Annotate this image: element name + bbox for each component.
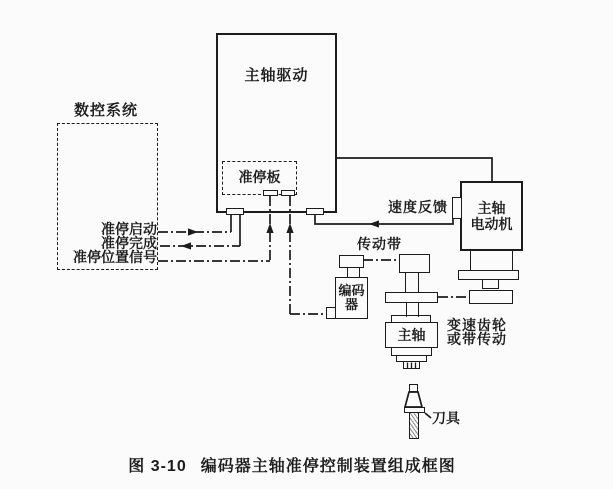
tool-label: 刀具 xyxy=(432,410,460,426)
figure-caption-number: 图 3-10 xyxy=(128,458,187,475)
figure-caption xyxy=(0,459,584,475)
encoder-left-port xyxy=(326,307,336,319)
motor-shaft-hub xyxy=(482,279,499,289)
transmission-label-line2: 或带传动 xyxy=(447,331,507,347)
tool-shank xyxy=(409,412,419,439)
transmission-label-line1: 变速齿轮 xyxy=(447,317,507,333)
motor-pulley xyxy=(469,290,513,304)
tool-cone xyxy=(405,392,422,407)
spindle-label: 主轴 xyxy=(397,327,426,343)
cnc-system-label: 数控系统 xyxy=(74,102,139,119)
encoder-label-line2: 器 xyxy=(344,297,358,312)
tool-pointer-tick xyxy=(425,413,431,418)
arrow-left-orient-complete xyxy=(181,242,191,249)
figure-caption-title: 编码器主轴准停控制装置组成框图 xyxy=(200,458,456,475)
orient-position-label: 准停位置信号 xyxy=(73,249,157,265)
spindle-motor-label-line1: 主轴 xyxy=(477,200,506,216)
spindle-drive-label: 主轴驱动 xyxy=(244,67,309,84)
spindle-top-pulley xyxy=(399,254,430,273)
arrow-right-orient-start xyxy=(188,228,198,235)
drive-bottom-right-port xyxy=(306,208,324,215)
arrow-up-encoder-feedback xyxy=(286,223,293,233)
spindle-nose xyxy=(403,361,420,369)
motor-left-port xyxy=(452,197,462,219)
motor-mount-block xyxy=(470,249,513,271)
belt-label: 传动带 xyxy=(357,236,402,252)
speed-feedback-line xyxy=(315,214,453,224)
orient-complete-label: 准停完成 xyxy=(101,235,157,251)
drive-bottom-left-port xyxy=(226,208,244,215)
arrow-up-orient-position xyxy=(266,223,273,233)
spindle-box xyxy=(385,322,438,348)
spindle-motor-label-line2: 电动机 xyxy=(470,216,513,232)
spindle-motor-box xyxy=(460,181,523,251)
arrow-left-speed-feedback xyxy=(369,220,379,227)
orient-board-left-port xyxy=(263,190,278,196)
orient-board-right-port xyxy=(281,190,295,196)
encoder-box xyxy=(335,277,368,319)
speed-feedback-label: 速度反馈 xyxy=(388,199,448,215)
encoder-label-line1: 编码 xyxy=(338,283,365,298)
drive-to-motor-line xyxy=(337,158,492,182)
tool-top-cylinder xyxy=(409,384,418,392)
spindle-upper-shaft xyxy=(405,272,419,293)
orient-start-label: 准停启动 xyxy=(101,221,157,237)
orient-board-label: 准停板 xyxy=(238,169,281,185)
